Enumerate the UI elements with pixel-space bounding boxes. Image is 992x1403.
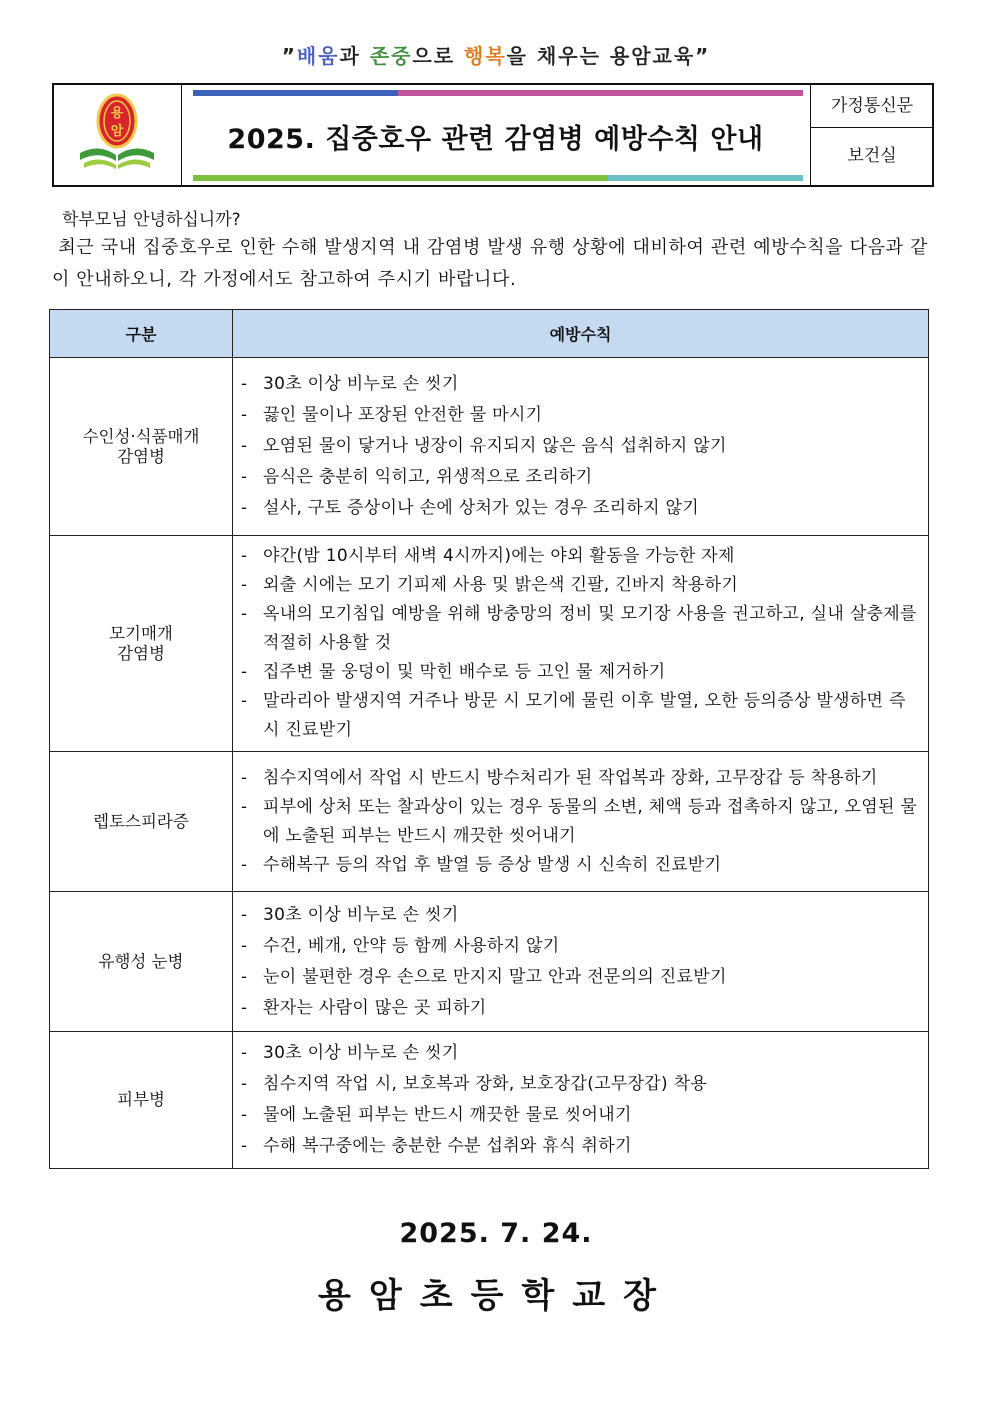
intro-paragraph — [52, 232, 928, 296]
table-row — [50, 752, 929, 892]
rule-item — [241, 600, 920, 658]
rule-text: 끓인 물이나 포장된 안전한 물 마시기 — [263, 405, 543, 425]
rule-text: 집주변 물 웅덩이 및 막힌 배수로 등 고인 물 제거하기 — [263, 662, 666, 682]
bullet-dash: - — [241, 405, 248, 425]
bullet-dash: - — [241, 767, 248, 788]
rule-item — [241, 851, 920, 880]
school-logo-icon — [54, 85, 181, 185]
bullet-dash: - — [241, 467, 248, 487]
bullet-dash: - — [241, 796, 248, 817]
rule-text: 침수지역에서 작업 시 반드시 방수처리가 된 작업복과 장화, 고무장갑 등 착용하기 — [263, 767, 878, 788]
rule-item — [241, 793, 920, 851]
bullet-dash: - — [241, 436, 248, 456]
header-category: 구분 — [50, 310, 233, 358]
rule-text: 말라리아 발생지역 거주나 방문 시 모기에 물린 이후 발열, 오한 등의증상 발생하면 즉시 진료받기 — [263, 691, 906, 740]
rule-text: 환자는 사람이 많은 곳 피하기 — [263, 997, 487, 1018]
bullet-dash: - — [241, 966, 248, 987]
rule-text: 30초 이상 비누로 손 씻기 — [263, 904, 459, 925]
slogan-word-happiness: 행복 — [464, 44, 507, 68]
table-row — [50, 358, 929, 536]
rule-text: 수해 복구중에는 충분한 수분 섭취와 휴식 취하기 — [263, 1136, 632, 1156]
prevention-rules — [233, 1032, 929, 1169]
table-header-row — [50, 310, 929, 358]
disease-category — [50, 892, 233, 1032]
rule-item — [241, 1069, 920, 1100]
rule-item — [241, 571, 920, 600]
logo-text-top: 용 — [110, 106, 124, 121]
bullet-dash: - — [241, 997, 248, 1018]
rule-item — [241, 369, 920, 400]
principal-signature: 용암초등학교장 — [318, 1276, 674, 1316]
prevention-rules — [233, 892, 929, 1032]
table-body — [50, 358, 929, 1169]
slogan-rest: 을 채우는 용암교육” — [506, 44, 711, 68]
rule-item — [241, 1100, 920, 1131]
rule-text: 눈이 불편한 경우 손으로 만지지 말고 안과 전문의의 진료받기 — [263, 966, 727, 987]
rule-item — [241, 542, 920, 571]
rule-item — [241, 900, 920, 931]
bullet-dash: - — [241, 691, 248, 711]
table-row — [50, 892, 929, 1032]
bullet-dash: - — [241, 546, 248, 566]
newsletter-header — [52, 83, 934, 187]
rule-item — [241, 764, 920, 793]
rule-text: 수해복구 등의 작업 후 발열 등 증상 발생 시 신속히 진료받기 — [263, 854, 722, 875]
table-row — [50, 1032, 929, 1169]
rule-text: 피부에 상처 또는 찰과상이 있는 경우 동물의 소변, 체액 등과 접촉하지 않고, 오염된 물에 노출된 피부는 반드시 깨끗한 씻어내기 — [263, 796, 918, 846]
accent-bar-blue — [193, 90, 398, 96]
accent-bar-pink — [398, 90, 803, 96]
category-line: 모기매개 — [109, 623, 173, 643]
rule-item — [241, 1038, 920, 1069]
category-line: 유행성 눈병 — [98, 951, 184, 971]
category-line: 수인성·식품매개 — [82, 426, 200, 446]
newsletter-category: 가정통신문 — [811, 85, 933, 128]
rule-item — [241, 962, 920, 993]
table-row — [50, 536, 929, 752]
disease-category — [50, 1032, 233, 1169]
rule-item — [241, 431, 920, 462]
rule-text: 오염된 물이 닿거나 냉장이 유지되지 않은 음식 섭취하지 않기 — [263, 436, 727, 456]
bullet-dash: - — [241, 854, 248, 875]
prevention-table — [49, 309, 929, 1169]
accent-bar-green — [193, 175, 608, 181]
category-line: 감염병 — [117, 446, 165, 466]
slogan-word-learning: 배움 — [296, 44, 340, 68]
meta-cell — [810, 85, 933, 185]
category-line: 피부병 — [117, 1090, 165, 1109]
prevention-rules — [233, 752, 929, 892]
school-logo-cell — [54, 85, 182, 185]
category-line: 감염병 — [117, 643, 165, 663]
page-title: 2025. 집중호우 관련 감염병 예방수칙 안내 — [227, 124, 764, 155]
disease-category — [50, 358, 233, 536]
bullet-dash: - — [241, 498, 248, 518]
rule-text: 옥내의 모기침입 예방을 위해 방충망의 정비 및 모기장 사용을 권고하고, 실내 살충제를 적절히 사용할 것 — [263, 604, 917, 653]
bullet-dash: - — [241, 904, 248, 925]
rule-item — [241, 993, 920, 1024]
issue-date: 2025. 7. 24. — [399, 1218, 593, 1249]
bullet-dash: - — [241, 1105, 248, 1125]
bullet-dash: - — [241, 935, 248, 956]
rule-item — [241, 493, 920, 524]
rule-item — [241, 400, 920, 431]
logo-text-bottom: 암 — [110, 124, 124, 139]
slogan-quote: ” — [281, 44, 297, 68]
department-label: 보건실 — [847, 146, 897, 166]
rule-text: 야간(밤 10시부터 새벽 4시까지)에는 야외 활동을 가능한 자제 — [263, 546, 735, 566]
rule-text: 수건, 베개, 안약 등 함께 사용하지 않기 — [263, 935, 560, 956]
rule-item — [241, 931, 920, 962]
rule-item — [241, 1131, 920, 1162]
slogan-conj-1: 과 — [339, 44, 370, 68]
prevention-rules — [233, 536, 929, 752]
disease-category — [50, 536, 233, 752]
bullet-dash: - — [241, 604, 248, 624]
intro-text: 최근 국내 집중호우로 인한 수해 발생지역 내 감염병 발생 유행 상황에 대비하여 관련 예방수칙을 다음과 같이 안내하오니, 각 가정에서도 참고하여 주시기 바랍니다. — [52, 237, 929, 290]
slogan-word-respect: 존중 — [369, 44, 413, 68]
rule-item — [241, 687, 920, 745]
rule-text: 30초 이상 비누로 손 씻기 — [263, 1043, 459, 1063]
rule-item — [241, 658, 920, 687]
rule-text: 침수지역 작업 시, 보호복과 장화, 보호장갑(고무장갑) 착용 — [263, 1074, 708, 1094]
title-cell — [181, 85, 810, 185]
rule-text: 음식은 충분히 익히고, 위생적으로 조리하기 — [263, 467, 593, 487]
rule-text: 30초 이상 비누로 손 씻기 — [263, 374, 459, 394]
bullet-dash: - — [241, 1074, 248, 1094]
prevention-rules — [233, 358, 929, 536]
greeting-text: 학부모님 안녕하십니까? — [62, 210, 241, 230]
accent-bar-teal — [608, 175, 803, 181]
rule-text: 물에 노출된 피부는 반드시 깨끗한 물로 씻어내기 — [263, 1105, 632, 1125]
bullet-dash: - — [241, 374, 248, 394]
rule-item — [241, 462, 920, 493]
bullet-dash: - — [241, 662, 248, 682]
bullet-dash: - — [241, 1136, 248, 1156]
rule-text: 외출 시에는 모기 기피제 사용 및 밝은색 긴팔, 긴바지 착용하기 — [263, 575, 739, 595]
bullet-dash: - — [241, 575, 248, 595]
category-line: 렙토스피라증 — [93, 811, 189, 831]
header-rules: 예방수칙 — [233, 310, 929, 358]
bullet-dash: - — [241, 1043, 248, 1063]
school-slogan — [0, 40, 992, 69]
rule-text: 설사, 구토 증상이나 손에 상처가 있는 경우 조리하지 않기 — [263, 498, 699, 518]
disease-category — [50, 752, 233, 892]
slogan-conj-2: 으로 — [412, 44, 465, 68]
